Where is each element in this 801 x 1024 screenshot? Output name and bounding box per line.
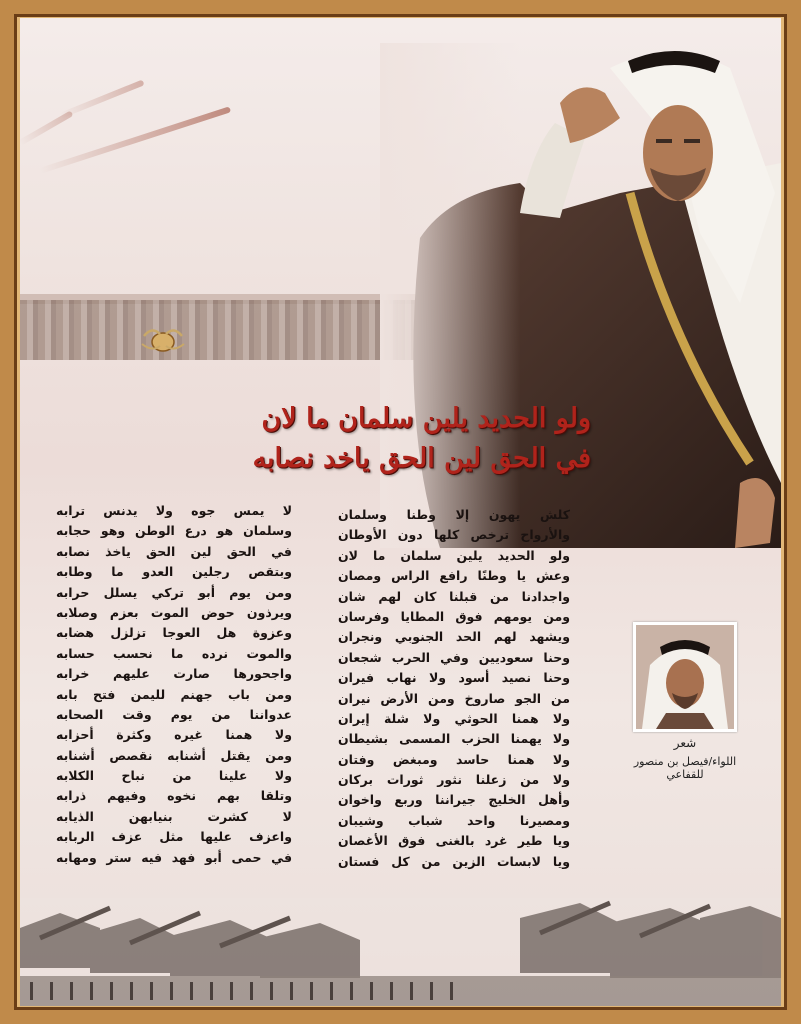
poem-line: وحنا سعوديين وفي الحرب شجعان — [338, 649, 570, 665]
poem-line: ويا لابسات الزين من كل فستان — [338, 853, 570, 869]
poet-photo-image — [633, 622, 737, 732]
poem-line: ولا علينا من نباح الكلابه — [56, 768, 292, 784]
poem-line: لا كشرت بنيابهن الذيابه — [56, 808, 292, 824]
poem-line: في الحق لين الحق ياخذ نصابه — [56, 543, 292, 559]
poem-line: وبتقص رجلين العدو ما وطابه — [56, 564, 292, 580]
poem-line: واجدادنا من قبلنا كان لهم شان — [338, 588, 570, 604]
poem-left-column — [56, 501, 292, 868]
poem-line: واعزف عليها مثل عزف الربابه — [56, 829, 292, 845]
emblem-icon — [138, 318, 188, 358]
poem-line: وتلقا بهم نخوه وفيهم ذرابه — [56, 788, 292, 804]
poem-line: ولا همنا حاسد ومبغض وفتان — [338, 751, 570, 767]
poem-line: كلش يهون إلا وطنا وسلمان — [338, 507, 570, 522]
poem-line: ولو الحديد يلين سلمان ما لان — [338, 547, 570, 563]
poem-line: ومن يقتل أشنابه نقصص أشنابه — [56, 747, 292, 763]
poem-line: وأهل الخليج جيراننا وربع واخوان — [338, 792, 570, 808]
poem-line: ومن يوم أبو تركي يسلل حرابه — [56, 584, 292, 600]
poem-line: ويا طير غرد بالغنى فوق الأغصان — [338, 833, 570, 849]
poem-line: ويرذون حوض الموت بعزم وصلابه — [56, 604, 292, 620]
poet-label: شعر — [673, 736, 697, 750]
headline-line-2: في الحق لين الحق ياخد نصابه — [252, 443, 591, 474]
poem-line: ويشهد لهم الحد الجنوبي ونجران — [338, 629, 570, 645]
poem-line: ولا من زعلنا نثور ثورات بركان — [338, 772, 570, 788]
poem-line: لا يمس جوه ولا يدنس ترابه — [56, 503, 292, 518]
poem-line: ومصيرنا واحد شباب وشيبان — [338, 812, 570, 828]
poem-line: والأرواح ترخص كلها دون الأوطان — [338, 527, 570, 543]
poem-line: عدواننا من يوم وقت الصحابه — [56, 706, 292, 722]
poem-line: وعزوة هل العوجا تزلزل هضابه — [56, 625, 292, 641]
poem-line: ولا يهمنا الحزب المسمى بشيطان — [338, 731, 570, 747]
decorative-streak — [20, 110, 73, 145]
poem-line: وعش يا وطنًا رافع الراس ومصان — [338, 568, 570, 584]
poem-line: واجحورها صارت عليهم خرابه — [56, 666, 292, 682]
headline-line-1: ولو الحديد يلين سلمان ما لان — [261, 403, 591, 434]
poem-line: وسلمان هو درع الوطن وهو حجابه — [56, 523, 292, 539]
poem-line: من الجو صاروخ ومن الأرض نيران — [338, 690, 570, 706]
poem-line: وحنا نصيد أسود ولا نهاب فيران — [338, 670, 570, 686]
poem-line: ولا همنا غيره وكثرة أحزابه — [56, 727, 292, 743]
poem-line: في حمى أبو فهد فيه ستر ومهابه — [56, 849, 292, 865]
military-parade-image — [20, 898, 781, 1006]
poet-name: اللواء/فيصل بن منصور للقفاعي — [633, 755, 737, 781]
poem-line: ومن يومهم فوق المطايا وفرسان — [338, 608, 570, 624]
poster — [20, 18, 781, 1006]
poem-right-column — [338, 505, 570, 872]
poem-line: ومن باب جهنم لليمن فتح بابه — [56, 686, 292, 702]
poem-line: والموت نرده ما نحسب حسابه — [56, 645, 292, 661]
poem-line: ولا همنا الحوثي ولا شلة إيران — [338, 710, 570, 726]
